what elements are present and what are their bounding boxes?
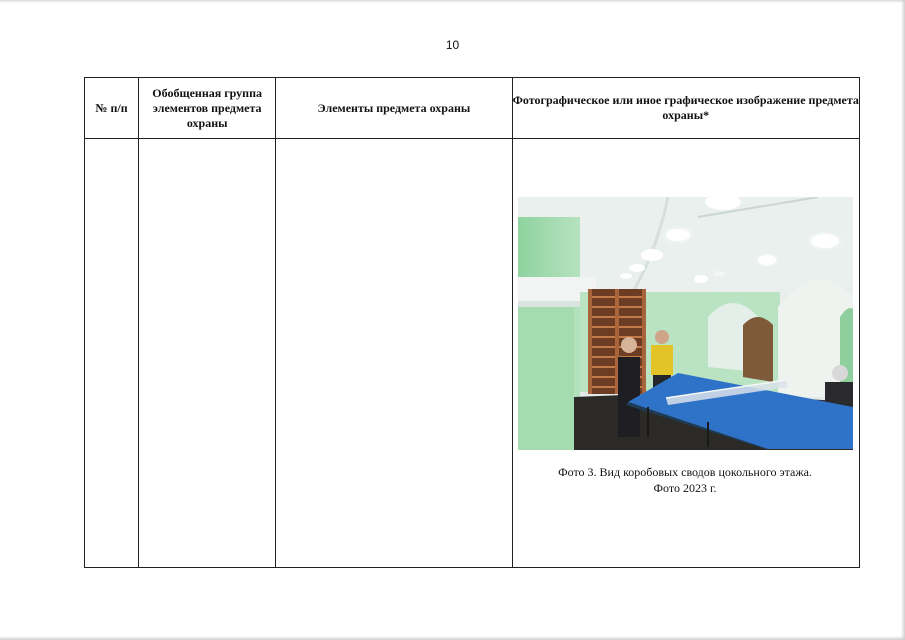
scan-shadow-right	[901, 0, 905, 640]
photo-caption-line2: Фото 2023 г.	[653, 481, 717, 495]
table-header-row	[85, 78, 860, 139]
header-number: № п/п	[85, 78, 139, 139]
scan-shadow-top	[0, 0, 905, 3]
cell-number	[85, 139, 139, 568]
photo-caption-line1: Фото 3. Вид коробовых сводов цокольного этажа.	[558, 465, 812, 479]
header-graphic-image: Фотографическое или иное графическое изображение предмета охраны*	[512, 78, 859, 139]
photo-caption	[513, 464, 858, 496]
page-number: 10	[445, 38, 460, 52]
vaulted-basement-photo	[518, 197, 853, 450]
header-generalized-group: Обобщенная группа элементов предмета охраны	[139, 78, 276, 139]
table-row	[85, 139, 860, 568]
cell-photo	[512, 139, 859, 568]
header-protection-elements: Элементы предмета охраны	[276, 78, 512, 139]
scan-shadow-bottom	[0, 636, 905, 640]
protection-items-table	[84, 77, 860, 568]
cell-group	[139, 139, 276, 568]
cell-elements	[276, 139, 512, 568]
